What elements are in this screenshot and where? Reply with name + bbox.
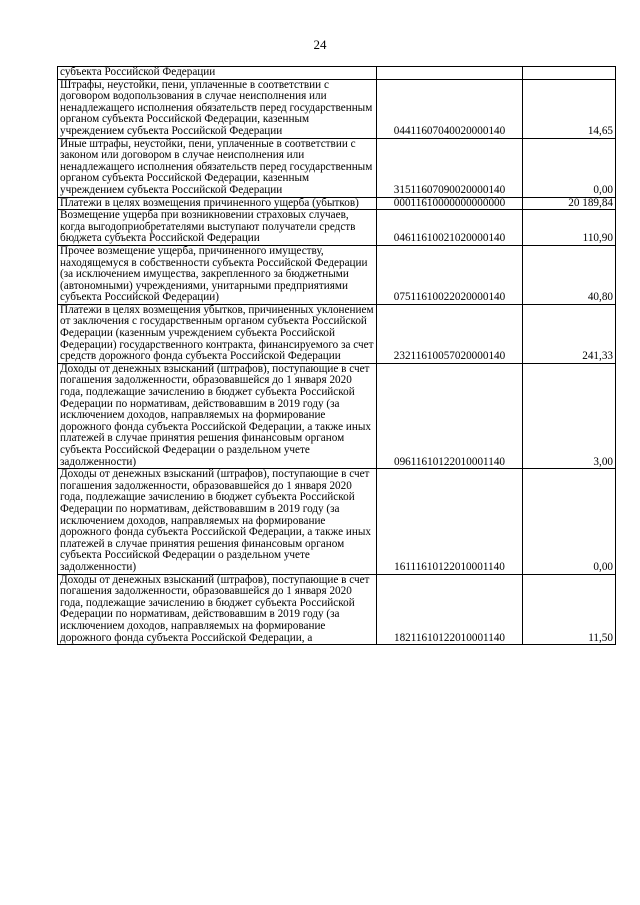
table-row: [58, 67, 616, 80]
revenue-name-cell: Платежи в целях возмещения причиненного ущерба (убытков): [58, 197, 377, 210]
classification-code-cell: 18211610122010001140: [377, 574, 523, 645]
amount-cell: 0,00: [523, 138, 616, 197]
classification-code-cell: 09611610122010001140: [377, 363, 523, 468]
classification-code-cell: 23211610057020000140: [377, 304, 523, 363]
classification-code-cell: 07511610022020000140: [377, 245, 523, 304]
amount-cell: 20 189,84: [523, 197, 616, 210]
amount-cell: 14,65: [523, 79, 616, 138]
table-row: [58, 304, 616, 363]
classification-code-cell: 04411607040020000140: [377, 79, 523, 138]
amount-cell: 0,00: [523, 469, 616, 574]
amount-cell: 3,00: [523, 363, 616, 468]
classification-code-cell: 16111610122010001140: [377, 469, 523, 574]
amount-cell: 11,50: [523, 574, 616, 645]
table-row: [58, 574, 616, 645]
revenue-name-cell: Платежи в целях возмещения убытков, причиненных уклонением от заключения с государственным органом субъекта Российской Федерации (казенным учреждением субъекта Российской Федерации) государственного контракта, финансируемого за счет средств дорожного фонда субъекта Российской Федерации: [58, 304, 377, 363]
revenue-name-cell: Доходы от денежных взысканий (штрафов), поступающие в счет погашения задолженности, образовавшейся до 1 января 2020 года, подлежащие зачислению в бюджет субъекта Российской Федерации по нормативам, действовавшим в 2019 году (за исключением доходов, направляемых на формирование дорожного фонда субъекта Российской Федерации, а: [58, 574, 377, 645]
revenue-name-cell: Доходы от денежных взысканий (штрафов), поступающие в счет погашения задолженности, образовавшейся до 1 января 2020 года, подлежащие зачислению в бюджет субъекта Российской Федерации по нормативам, действовавшим в 2019 году (за исключением доходов, направляемых на формирование дорожного фонда субъекта Российской Федерации, а также иных платежей в случае принятия решения финансовым органом субъекта Российской Федерации о раздельном учете задолженности): [58, 469, 377, 574]
amount-cell: 241,33: [523, 304, 616, 363]
table-row: [58, 245, 616, 304]
revenue-name-cell: Доходы от денежных взысканий (штрафов), поступающие в счет погашения задолженности, образовавшейся до 1 января 2020 года, подлежащие зачислению в бюджет субъекта Российской Федерации по нормативам, действовавшим в 2019 году (за исключением доходов, направляемых на формирование дорожного фонда субъекта Российской Федерации, а также иных платежей в случае принятия решения финансовым органом субъекта Российской Федерации о раздельном учете задолженности): [58, 363, 377, 468]
revenue-name-cell: субъекта Российской Федерации: [58, 67, 377, 80]
table-row: [58, 79, 616, 138]
budget-revenue-table: [57, 66, 616, 645]
revenue-name-cell: Иные штрафы, неустойки, пени, уплаченные в соответствии с законом или договором в случае неисполнения или ненадлежащего исполнения обязательств перед государственным органом субъекта Российской Федерации, казенным учреждением субъекта Российской Федерации: [58, 138, 377, 197]
classification-code-cell: 04611610021020000140: [377, 210, 523, 246]
table-row: [58, 210, 616, 246]
classification-code-cell: 00011610000000000000: [377, 197, 523, 210]
revenue-name-cell: Прочее возмещение ущерба, причиненного имуществу, находящемуся в собственности субъекта Российской Федерации (за исключением имущества, закрепленного за бюджетными (автономными) учреждениями, унитарными предприятиями субъекта Российской Федерации): [58, 245, 377, 304]
classification-code-cell: [377, 67, 523, 80]
page-number: 24: [313, 37, 327, 52]
revenue-name-cell: Штрафы, неустойки, пени, уплаченные в соответствии с договором водопользования в случае неисполнения или ненадлежащего исполнения обязательств перед государственным органом субъекта Российской Федерации, казенным учреждением субъекта Российской Федерации: [58, 79, 377, 138]
table-row: [58, 138, 616, 197]
amount-cell: 110,90: [523, 210, 616, 246]
table-row: [58, 197, 616, 210]
amount-cell: [523, 67, 616, 80]
table-row: [58, 469, 616, 574]
revenue-name-cell: Возмещение ущерба при возникновении страховых случаев, когда выгодоприобретателями выступают получатели средств бюджета субъекта Российской Федерации: [58, 210, 377, 246]
classification-code-cell: 31511607090020000140: [377, 138, 523, 197]
amount-cell: 40,80: [523, 245, 616, 304]
table-row: [58, 363, 616, 468]
